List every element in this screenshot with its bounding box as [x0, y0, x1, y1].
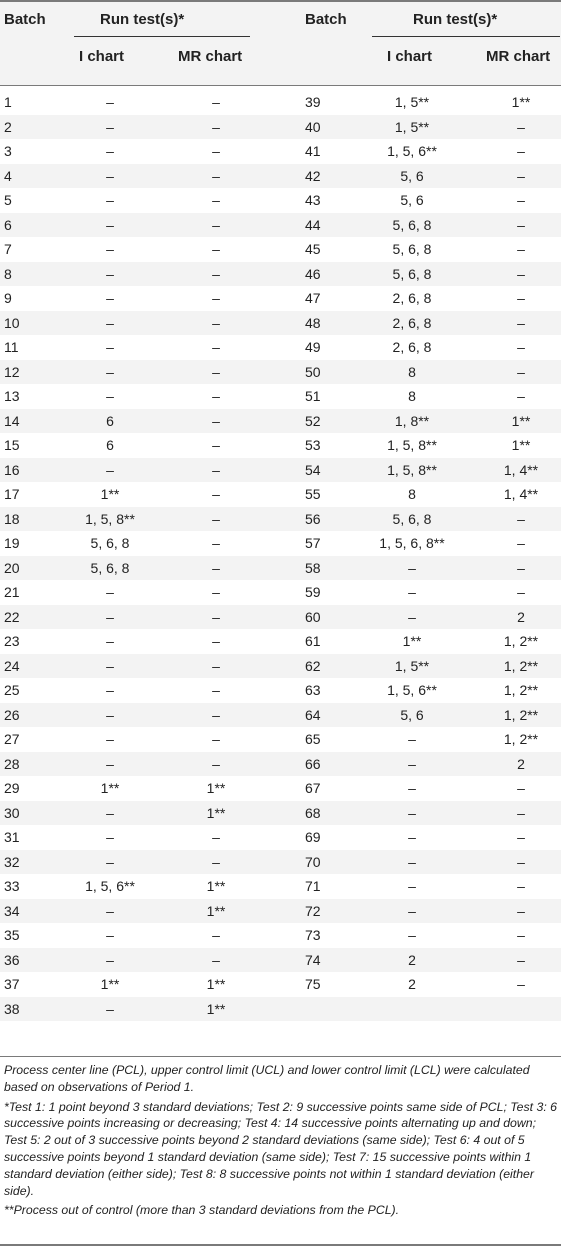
mr-chart-cell: – — [517, 976, 525, 992]
table-row — [0, 948, 561, 973]
table-row — [0, 188, 561, 213]
footnote-pcl: Process center line (PCL), upper control limit (UCL) and lower control limit (LCL) were calculated based on observations of Period 1. — [4, 1063, 530, 1094]
i-chart-cell: – — [106, 216, 114, 233]
table-row — [0, 507, 561, 532]
mr-chart-cell: – — [517, 314, 525, 331]
table-row — [0, 335, 561, 360]
mr-chart-cell: 1** — [206, 780, 226, 796]
batch-cell: 49 — [305, 339, 321, 355]
i-chart-cell: – — [408, 755, 416, 772]
batch-cell: 37 — [4, 976, 20, 992]
table-row — [0, 899, 561, 924]
batch-cell: 25 — [4, 682, 20, 698]
batch-cell: 70 — [305, 853, 321, 870]
table-row — [0, 801, 561, 826]
mr-chart-cell: – — [212, 94, 220, 110]
mr-chart-cell: – — [212, 216, 220, 233]
batch-cell: 20 — [4, 559, 20, 576]
header-i-chart-right: I chart — [387, 48, 433, 65]
i-chart-cell: – — [408, 902, 416, 919]
mr-chart-cell: 1** — [206, 1000, 226, 1017]
i-chart-cell: – — [408, 829, 416, 845]
i-chart-cell: 5, 6 — [400, 192, 424, 208]
batch-cell: 51 — [305, 388, 321, 404]
mr-chart-cell: 1** — [206, 804, 226, 821]
mr-chart-cell: 2 — [517, 755, 525, 772]
i-chart-cell: 2, 6, 8 — [392, 339, 432, 355]
mr-chart-cell: 1, 2** — [503, 731, 539, 747]
batch-cell: 2 — [4, 118, 12, 135]
batch-cell: 68 — [305, 804, 321, 821]
mr-chart-cell: – — [212, 265, 220, 282]
mr-chart-cell: – — [212, 584, 220, 600]
batch-cell: 15 — [4, 437, 20, 453]
i-chart-cell: 5, 6, 8 — [392, 510, 432, 527]
i-chart-cell: – — [106, 363, 114, 380]
i-chart-cell: – — [408, 927, 416, 943]
mr-chart-cell: – — [212, 755, 220, 772]
mr-chart-cell: – — [517, 241, 525, 257]
i-chart-cell: 2, 6, 8 — [392, 290, 432, 306]
header-mr-chart-left: MR chart — [178, 48, 243, 65]
i-chart-cell: – — [408, 559, 416, 576]
batch-cell: 66 — [305, 755, 321, 772]
i-chart-cell: 5, 6 — [400, 167, 424, 184]
i-chart-cell: – — [408, 584, 416, 600]
table-row — [0, 262, 561, 287]
batch-cell: 32 — [4, 853, 20, 870]
batch-cell: 59 — [305, 584, 321, 600]
i-chart-cell: – — [106, 804, 114, 821]
mr-chart-cell: – — [517, 510, 525, 527]
i-chart-cell: – — [106, 608, 114, 625]
batch-cell: 11 — [4, 339, 19, 355]
mr-chart-cell: 1** — [511, 94, 531, 110]
i-chart-cell: 2 — [408, 976, 416, 992]
batch-cell: 45 — [305, 241, 321, 257]
i-chart-cell: 6 — [106, 412, 114, 429]
i-chart-cell: – — [408, 780, 416, 796]
i-chart-cell: – — [106, 118, 114, 135]
table-row — [0, 752, 561, 777]
batch-cell: 40 — [305, 118, 321, 135]
i-chart-cell: 1, 5** — [394, 94, 430, 110]
table-footnotes — [4, 1062, 557, 1222]
batch-cell: 34 — [4, 902, 20, 919]
i-chart-cell: 1, 5, 6** — [387, 682, 437, 698]
mr-chart-cell: 1, 2** — [503, 706, 539, 723]
i-chart-cell: – — [106, 706, 114, 723]
batch-cell: 71 — [305, 878, 321, 894]
mr-chart-cell: – — [212, 951, 220, 968]
table-row — [0, 90, 561, 115]
table-row — [0, 703, 561, 728]
batch-cell: 1 — [4, 94, 12, 110]
batch-cell: 52 — [305, 412, 321, 429]
header-run-tests-right: Run test(s)* — [413, 11, 498, 28]
mr-chart-cell: 1** — [511, 437, 531, 453]
batch-cell: 39 — [305, 94, 321, 110]
header-batch-right: Batch — [305, 11, 347, 28]
table-row — [0, 654, 561, 679]
i-chart-cell: – — [106, 927, 114, 943]
batch-cell: 43 — [305, 192, 321, 208]
i-chart-cell: 5, 6, 8 — [392, 241, 432, 257]
table-row — [0, 580, 561, 605]
i-chart-cell: – — [106, 682, 114, 698]
i-chart-cell: 1** — [100, 486, 120, 502]
table-row — [0, 458, 561, 483]
header-mr-chart-right: MR chart — [486, 48, 551, 65]
batch-cell: 23 — [4, 633, 20, 649]
table-row — [0, 972, 561, 997]
mr-chart-cell: – — [517, 584, 525, 600]
table-row — [0, 825, 561, 850]
batch-cell: 4 — [4, 167, 12, 184]
i-chart-cell: – — [408, 804, 416, 821]
batch-cell: 13 — [4, 388, 20, 404]
table-row — [0, 482, 561, 507]
batch-cell: 17 — [4, 486, 20, 502]
mr-chart-cell: – — [212, 682, 220, 698]
mr-chart-cell: – — [212, 412, 220, 429]
mr-chart-cell: – — [212, 633, 220, 649]
i-chart-cell: – — [106, 633, 114, 649]
mr-chart-cell: – — [517, 829, 525, 845]
batch-cell: 31 — [4, 829, 20, 845]
i-chart-cell: 2, 6, 8 — [392, 314, 432, 331]
i-chart-cell: 1, 5** — [394, 657, 430, 674]
i-chart-cell: 5, 6, 8 — [392, 216, 432, 233]
batch-cell: 46 — [305, 265, 321, 282]
i-chart-cell: 2 — [408, 951, 416, 968]
batch-cell: 60 — [305, 608, 321, 625]
batch-cell: 3 — [4, 143, 12, 159]
mr-chart-cell: – — [212, 290, 220, 306]
i-chart-cell: 6 — [106, 437, 114, 453]
mr-chart-cell: – — [517, 167, 525, 184]
mr-chart-cell: – — [212, 657, 220, 674]
mr-chart-cell: 1** — [206, 902, 226, 919]
i-chart-cell: – — [408, 608, 416, 625]
batch-cell: 5 — [4, 192, 12, 208]
mr-chart-cell: – — [517, 216, 525, 233]
table-row — [0, 213, 561, 238]
batch-cell: 41 — [305, 143, 321, 159]
table-row — [0, 850, 561, 875]
mr-chart-cell: – — [212, 927, 220, 943]
mr-chart-cell: – — [517, 927, 525, 943]
i-chart-cell: 1, 5, 8** — [387, 461, 437, 478]
i-chart-cell: – — [106, 461, 114, 478]
batch-cell: 35 — [4, 927, 20, 943]
i-chart-cell: 1** — [402, 633, 422, 649]
table-row — [0, 923, 561, 948]
batch-cell: 75 — [305, 976, 321, 992]
i-chart-cell: – — [106, 829, 114, 845]
i-chart-cell: 1, 5, 6, 8** — [379, 535, 445, 551]
i-chart-cell: 5, 6, 8 — [392, 265, 432, 282]
mr-chart-cell: – — [212, 731, 220, 747]
batch-cell: 72 — [305, 902, 321, 919]
mr-chart-cell: – — [212, 535, 220, 551]
table-row — [0, 531, 561, 556]
mr-chart-cell: – — [517, 559, 525, 576]
batch-cell: 9 — [4, 290, 12, 306]
mr-chart-cell: – — [517, 143, 525, 159]
batch-cell: 18 — [4, 510, 20, 527]
mr-chart-cell: – — [212, 853, 220, 870]
header-run-tests-left: Run test(s)* — [100, 11, 185, 28]
i-chart-cell: 8 — [408, 363, 416, 380]
table-foot-rule — [0, 1056, 561, 1057]
i-chart-cell: – — [106, 94, 114, 110]
i-chart-cell: 5, 6, 8 — [90, 559, 130, 576]
mr-chart-cell: – — [212, 461, 220, 478]
mr-chart-cell: – — [212, 608, 220, 625]
mr-chart-cell: – — [517, 118, 525, 135]
batch-cell: 63 — [305, 682, 321, 698]
batch-cell: 36 — [4, 951, 20, 968]
batch-cell: 64 — [305, 706, 321, 723]
i-chart-cell: 5, 6 — [400, 706, 424, 723]
i-chart-cell: 1, 8** — [394, 412, 430, 429]
mr-chart-cell: – — [517, 339, 525, 355]
i-chart-cell: – — [408, 853, 416, 870]
i-chart-cell: 1, 5** — [394, 118, 430, 135]
mr-chart-cell: – — [212, 118, 220, 135]
mr-chart-cell: – — [517, 878, 525, 894]
batch-cell: 24 — [4, 657, 20, 674]
i-chart-cell: 1, 5, 6** — [387, 143, 437, 159]
i-chart-cell: 1** — [100, 780, 120, 796]
batch-cell: 65 — [305, 731, 321, 747]
mr-chart-cell: – — [212, 437, 220, 453]
table-row — [0, 556, 561, 581]
mr-chart-cell: – — [212, 510, 220, 527]
i-chart-cell: – — [408, 731, 416, 747]
mr-chart-cell: – — [212, 388, 220, 404]
mr-chart-cell: – — [517, 192, 525, 208]
mr-chart-cell: – — [212, 559, 220, 576]
header-batch-left: Batch — [4, 11, 46, 28]
batch-cell: 69 — [305, 829, 321, 845]
batch-cell: 28 — [4, 755, 20, 772]
i-chart-cell: – — [106, 339, 114, 355]
mr-chart-cell: – — [212, 363, 220, 380]
table-row — [0, 776, 561, 801]
table-row — [0, 164, 561, 189]
mr-chart-cell: 2 — [517, 608, 525, 625]
batch-cell: 22 — [4, 608, 20, 625]
batch-cell: 30 — [4, 804, 20, 821]
i-chart-cell: 5, 6, 8 — [90, 535, 130, 551]
i-chart-cell: – — [106, 584, 114, 600]
batch-cell: 38 — [4, 1000, 20, 1017]
i-chart-cell: – — [106, 192, 114, 208]
table-row — [0, 997, 561, 1022]
batch-cell: 48 — [305, 314, 321, 331]
mr-chart-cell: 1, 4** — [503, 461, 539, 478]
header-bottom-rule — [0, 85, 561, 86]
table-row — [0, 360, 561, 385]
footnote-tests: *Test 1: 1 point beyond 3 standard deviations; Test 2: 9 successive points same side of PCL; Test 3: 6 successive points increasing or decreasing; Test 4: 14 successive points alternating up and down; Test 5: 2 out of 3 successive points beyond 2 standard deviations (same side); Test 6: 4 out of 5 successive points beyond 1 standard deviation (same side); Test 7: 15 successive points within 1 standard deviation (either side); Test 8: 8 successive points not within 1 standard deviation (either side). — [4, 1099, 558, 1198]
batch-cell: 62 — [305, 657, 321, 674]
i-chart-cell: 1, 5, 8** — [85, 510, 135, 527]
i-chart-cell: 8 — [408, 388, 416, 404]
mr-chart-cell: 1** — [206, 976, 226, 992]
footnote-out-of-control: **Process out of control (more than 3 standard deviations from the PCL). — [4, 1203, 400, 1218]
mr-chart-cell: – — [212, 192, 220, 208]
table-row — [0, 286, 561, 311]
table-row — [0, 629, 561, 654]
i-chart-cell: – — [106, 951, 114, 968]
mr-chart-cell: – — [517, 902, 525, 919]
batch-cell: 16 — [4, 461, 20, 478]
mr-chart-cell: 1, 2** — [503, 682, 539, 698]
table-body — [0, 90, 561, 1021]
table-row — [0, 311, 561, 336]
batch-cell: 6 — [4, 216, 12, 233]
i-chart-cell: – — [106, 290, 114, 306]
header-i-chart-left: I chart — [79, 48, 125, 65]
batch-cell: 21 — [4, 584, 20, 600]
mr-chart-cell: – — [517, 265, 525, 282]
i-chart-cell — [350, 997, 474, 1022]
table-row — [0, 115, 561, 140]
mr-chart-cell: – — [517, 951, 525, 968]
mr-chart-cell: – — [212, 314, 220, 331]
mr-chart-cell: – — [517, 535, 525, 551]
mr-chart-cell: – — [212, 143, 220, 159]
batch-cell: 10 — [4, 314, 20, 331]
i-chart-cell: 1, 5, 6** — [85, 878, 135, 894]
batch-cell: 73 — [305, 927, 321, 943]
batch-cell: 58 — [305, 559, 321, 576]
batch-cell: 7 — [4, 241, 12, 257]
i-chart-cell: – — [106, 755, 114, 772]
mr-chart-cell: – — [517, 363, 525, 380]
batch-cell: 74 — [305, 951, 321, 968]
i-chart-cell: – — [106, 902, 114, 919]
mr-chart-cell: 1, 4** — [503, 486, 539, 502]
i-chart-cell: – — [408, 878, 416, 894]
i-chart-cell: – — [106, 265, 114, 282]
batch-cell: 42 — [305, 167, 321, 184]
mr-chart-cell: – — [212, 486, 220, 502]
mr-chart-cell: – — [517, 804, 525, 821]
mr-chart-cell: 1** — [511, 412, 531, 429]
i-chart-cell: – — [106, 167, 114, 184]
mr-chart-cell: – — [212, 339, 220, 355]
mr-chart-cell: – — [517, 388, 525, 404]
batch-cell: 53 — [305, 437, 321, 453]
mr-chart-cell: 1, 2** — [503, 633, 539, 649]
batch-cell: 27 — [4, 731, 20, 747]
table-row — [0, 678, 561, 703]
table-bottom-rule — [0, 1244, 561, 1246]
batch-cell: 33 — [4, 878, 20, 894]
mr-chart-cell: – — [517, 290, 525, 306]
mr-chart-cell — [482, 997, 560, 1022]
mr-chart-cell: – — [517, 853, 525, 870]
i-chart-cell: – — [106, 853, 114, 870]
i-chart-cell: 8 — [408, 486, 416, 502]
i-chart-cell: – — [106, 388, 114, 404]
mr-chart-cell: – — [212, 829, 220, 845]
table-row — [0, 605, 561, 630]
mr-chart-cell: – — [212, 167, 220, 184]
batch-cell: 8 — [4, 265, 12, 282]
i-chart-cell: – — [106, 314, 114, 331]
i-chart-cell: – — [106, 241, 114, 257]
i-chart-cell: 1, 5, 8** — [387, 437, 437, 453]
mr-chart-cell: – — [212, 706, 220, 723]
table-row — [0, 384, 561, 409]
i-chart-cell: – — [106, 143, 114, 159]
batch-cell: 44 — [305, 216, 321, 233]
mr-chart-cell: 1, 2** — [503, 657, 539, 674]
header-span-rule-right — [372, 36, 560, 37]
i-chart-cell: 1** — [100, 976, 120, 992]
batch-cell: 26 — [4, 706, 20, 723]
table-row — [0, 237, 561, 262]
table-row — [0, 874, 561, 899]
batch-cell: 55 — [305, 486, 321, 502]
i-chart-cell: – — [106, 657, 114, 674]
batch-cell: 50 — [305, 363, 321, 380]
i-chart-cell: – — [106, 731, 114, 747]
mr-chart-cell: – — [212, 241, 220, 257]
batch-cell: 57 — [305, 535, 321, 551]
table-header — [0, 2, 561, 85]
batch-cell: 47 — [305, 290, 321, 306]
batch-cell: 61 — [305, 633, 321, 649]
batch-cell: 54 — [305, 461, 321, 478]
header-span-rule-left — [74, 36, 250, 37]
table-row — [0, 727, 561, 752]
mr-chart-cell: 1** — [206, 878, 226, 894]
mr-chart-cell: – — [517, 780, 525, 796]
batch-cell: 56 — [305, 510, 321, 527]
batch-cell: 14 — [4, 412, 20, 429]
table-row — [0, 409, 561, 434]
batch-cell: 19 — [4, 535, 20, 551]
batch-cell: 12 — [4, 363, 20, 380]
table-row — [0, 433, 561, 458]
batch-cell: 67 — [305, 780, 321, 796]
i-chart-cell: – — [106, 1000, 114, 1017]
table-row — [0, 139, 561, 164]
batch-cell: 29 — [4, 780, 20, 796]
